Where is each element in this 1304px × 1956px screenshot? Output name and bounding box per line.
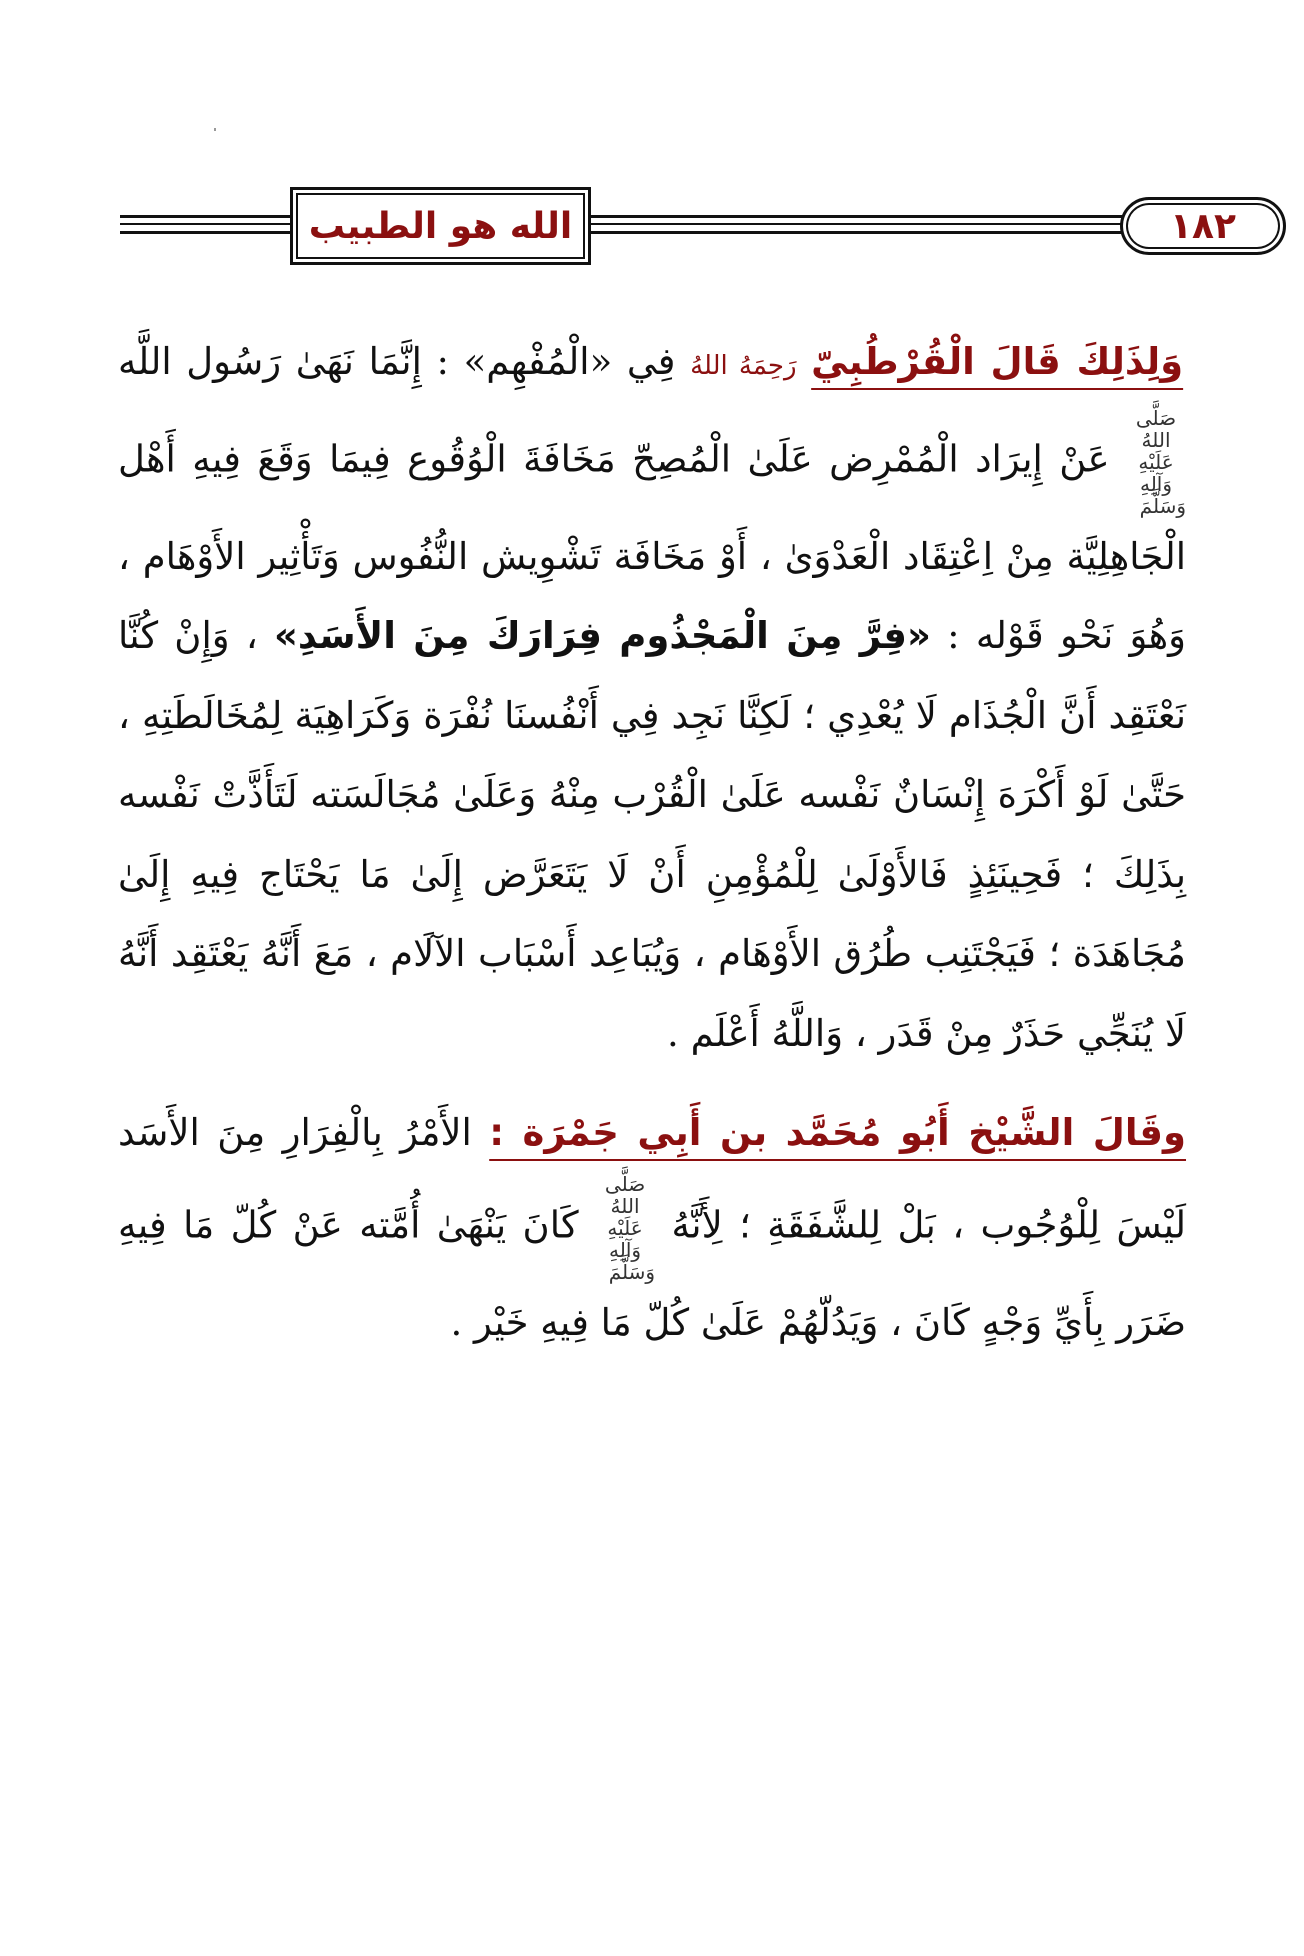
honorific-mark: رَحِمَهُ اللهُ	[690, 351, 797, 381]
header-rule	[120, 223, 1180, 225]
salawat-mark: صَلَّى اللهُ عَلَيْهِ وَآلِهِ وَسَلَّمَ	[604, 1171, 656, 1284]
paragraph-text: الأَمْرُ بِالْفِرَارِ مِنَ الأَسَد لَيْسَ لِلْوُجُوب ، بَلْ لِلشَّفَقَةِ ؛ لِأَنَّهُ	[118, 1111, 1187, 1246]
paragraph-lead: وَلِذَلِكَ قَالَ الْقُرْطُبِيّ	[811, 340, 1184, 383]
paragraph-text: عَنْ إِيرَاد الْمُمْرِض عَلَىٰ الْمُصِحّ مَخَافَةَ الْوُقُوع فِيمَا وَقَعَ فِيهِ أَهْل الْجَاهِلِيَّة مِنْ اِعْتِقَاد الْعَدْوَىٰ ، أَوْ مَخَافَة تَشْوِيش النُّفُوس وَتَأْثِير الأَوْهَام ، وَهُوَ نَحْو قَوْله :	[118, 437, 1186, 657]
running-title-box	[290, 187, 591, 265]
paragraph-abi-jamra	[118, 1093, 1186, 1362]
running-title: الله هو الطبيب	[308, 205, 573, 247]
salawat-mark: صَلَّى اللهُ عَلَيْهِ وَآلِهِ وَسَلَّمَ	[1135, 405, 1186, 518]
paragraph-text: فِي «الْمُفْهِم» : إِنَّمَا نَهَىٰ رَسُول اللَّه	[118, 340, 676, 383]
page-number: ١٨٢	[1120, 197, 1286, 255]
paragraph-text: كَانَ يَنْهَىٰ أُمَّته عَنْ كُلّ مَا فِيهِ ضَرَر بِأَيِّ وَجْهٍ كَانَ ، وَيَدُلّهُمْ عَلَىٰ كُلّ مَا فِيهِ خَيْر .	[118, 1203, 1186, 1344]
paragraph-lead: وقَالَ الشَّيْخ أَبُو مُحَمَّد بن أَبِي جَمْرَة :	[489, 1111, 1187, 1154]
page-header	[120, 185, 1236, 265]
main-text	[118, 322, 1186, 1362]
header-rule	[120, 215, 1180, 218]
hadith-quote: «فِرَّ مِنَ الْمَجْذُوم فِرَارَكَ مِنَ الأَسَدِ»	[274, 614, 931, 657]
paragraph-text: ، وَإِنْ كُنَّا نَعْتَقِد أَنَّ الْجُذَام لَا يُعْدِي ؛ لَكِنَّا نَجِد فِي أَنْفُسنَا نُفْرَة وَكَرَاهِيَة لِمُخَالَطَتِهِ ، حَتَّىٰ لَوْ أَكْرَهَ إِنْسَانٌ نَفْسه عَلَىٰ الْقُرْب مِنْهُ وَعَلَىٰ مُجَالَسَته لَتَأَذَّتْ نَفْسه بِذَلِكَ ؛ فَحِينَئِذٍ فَالأَوْلَىٰ لِلْمُؤْمِنِ أَنْ لَا يَتَعَرَّض إِلَىٰ مَا يَحْتَاج فِيهِ إِلَىٰ مُجَاهَدَة ؛ فَيَجْتَنِب طُرُق الأَوْهَام ، وَيُبَاعِد أَسْبَاب الآلَام ، مَعَ أَنَّهُ يَعْتَقِد أَنَّهُ لَا يُنَجِّي حَذَرٌ مِنْ قَدَر ، وَاللَّهُ أَعْلَم .	[118, 614, 1186, 1055]
paragraph-qurtubi	[118, 322, 1186, 1073]
header-rule	[120, 231, 1180, 234]
scan-mark	[214, 128, 216, 131]
